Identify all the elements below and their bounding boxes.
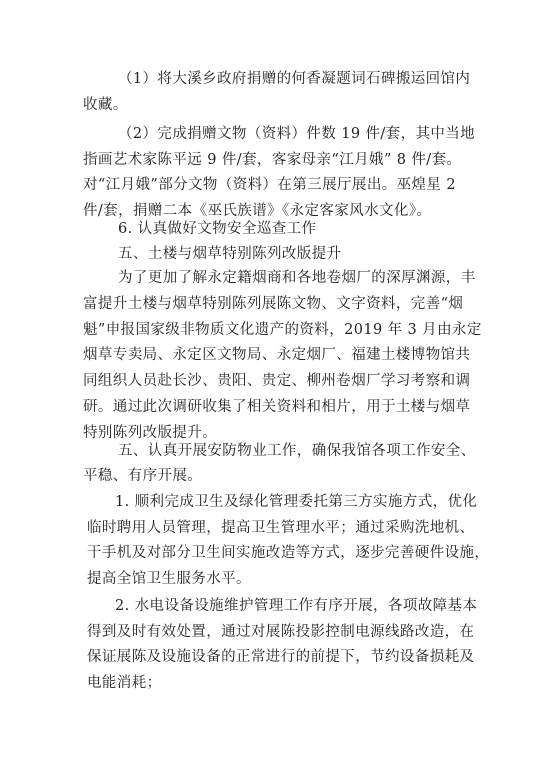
text-line: 干手机及对部分卫生间实施改造等方式，逐步完善硬件设施， bbox=[87, 545, 490, 561]
text-line: 件/套，捐赠二本《巫氏族谱》《永定客家风水文化》。 bbox=[83, 203, 432, 219]
text-line: 1. 顺利完成卫生及绿化管理委托第三方实施方式，优化 bbox=[115, 494, 478, 510]
text-line: 2. 水电设备设施维护管理工作有序开展，各项故障基本 bbox=[115, 598, 478, 614]
text-line: 对“江月娥”部分文物（资料）在第三展厅展出。巫煌星 2 bbox=[83, 177, 456, 193]
text-line: 得到及时有效处置，通过对展陈投影控制电源线路改造，在 bbox=[87, 624, 475, 640]
text-line: （1）将大溪乡政府捐赠的何香凝题词石碑搬运回馆内 bbox=[118, 71, 471, 87]
text-line: 特别陈列改版提升。 bbox=[83, 425, 218, 441]
text-line: 收藏。 bbox=[83, 97, 128, 113]
section-heading: 五、土楼与烟草特别陈列改版提升 bbox=[118, 246, 342, 262]
text-line: 烟草专卖局、永定区文物局、永定烟厂、福建土楼博物馆共 bbox=[83, 347, 471, 363]
text-line: 魁”申报国家级非物质文化遗产的资料，2019 年 3 月由永定 bbox=[83, 322, 482, 338]
section-heading: 五、认真开展安防物业工作，确保我馆各项工作安全、 bbox=[118, 443, 476, 459]
text-line: 为了更加了解永定籍烟商和各地卷烟厂的深厚渊源，丰 bbox=[118, 270, 476, 286]
text-line: 研。通过此次调研收集了相关资料和相片，用于土楼与烟草 bbox=[83, 399, 471, 415]
text-line: （2）完成捐赠文物（资料）件数 19 件/套，其中当地 bbox=[118, 126, 476, 142]
text-line: 同组织人员赴长沙、贵阳、贵定、柳州卷烟厂学习考察和调 bbox=[83, 373, 471, 389]
text-line: 提高全馆卫生服务水平。 bbox=[87, 571, 251, 587]
text-line: 指画艺术家陈平远 9 件/套，客家母亲“江月娥” 8 件/套。 bbox=[83, 152, 462, 168]
text-line: 电能消耗； bbox=[87, 675, 162, 691]
text-line: 保证展陈及设施设备的正常进行的前提下，节约设备损耗及 bbox=[87, 649, 475, 665]
text-line: 富提升土楼与烟草特别陈列展陈文物、文字资料，完善“烟 bbox=[83, 296, 464, 312]
section-heading: 6. 认真做好文物安全巡查工作 bbox=[118, 221, 317, 237]
text-line: 临时聘用人员管理，提高卫生管理水平；通过采购洗地机、 bbox=[87, 520, 475, 536]
section-heading: 平稳、有序开展。 bbox=[83, 468, 203, 484]
